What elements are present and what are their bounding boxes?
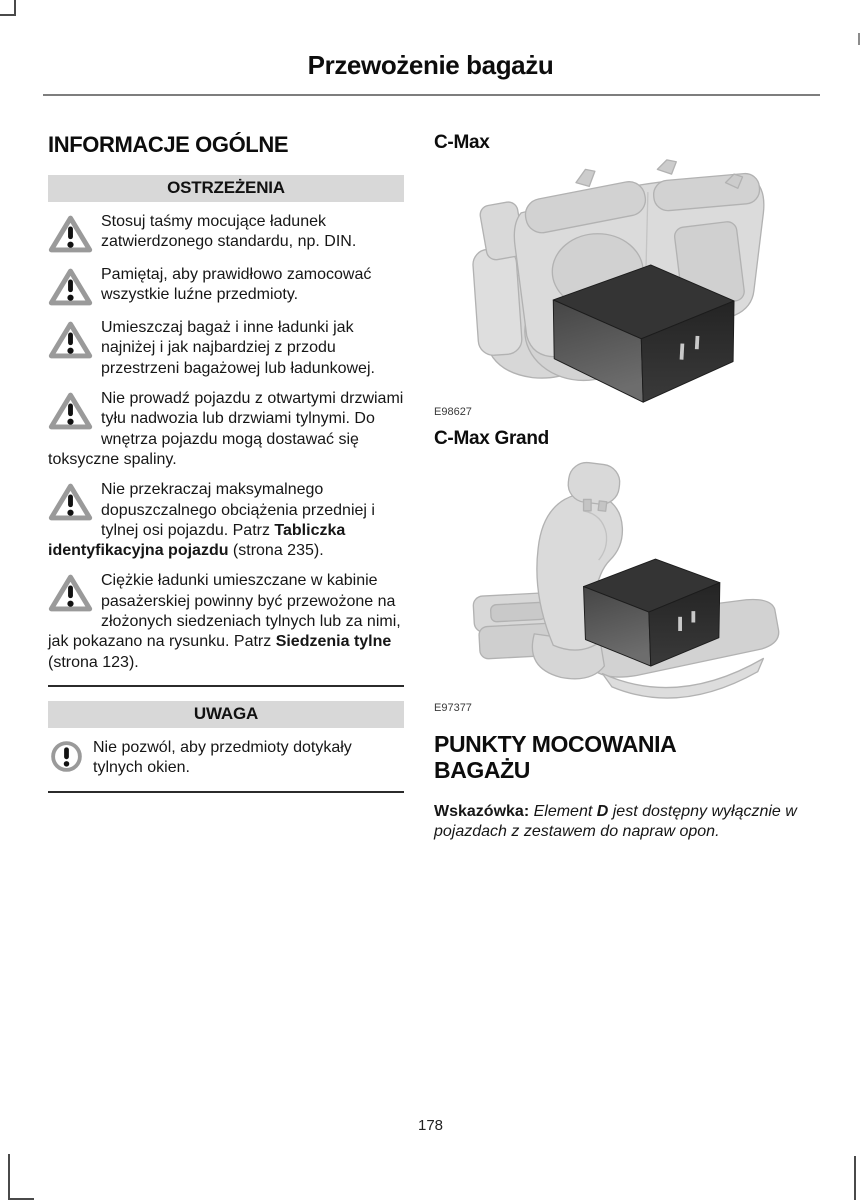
section-title-general-info: INFORMACJE OGÓLNE — [48, 132, 289, 157]
model-title-cmax: C-Max — [434, 132, 490, 153]
warning-text: Nie prowadź pojazdu z otwartymi drzwiami tyłu nadwozia lub drzwiami tylnymi. Do wnętrza pojazdu mogą dostawać się toksyczne spaliny. — [48, 389, 404, 468]
note-text: Nie pozwól, aby przedmioty dotykały tylnych okien. — [93, 739, 352, 777]
cmax-illustration — [434, 158, 823, 406]
warning-text: Nie przekraczaj maksymalnego dopuszczalnego obciążenia przedniej i tylnej osi pojazdu. Patrz Tabliczka identyfikacyjna pojazdu (strona 235). — [48, 481, 375, 560]
section-title-anchor-points: PUNKTY MOCOWANIA BAGAŻU — [434, 731, 676, 783]
warning-item — [48, 470, 404, 561]
warning-triangle-icon — [48, 482, 93, 522]
warnings-end-rule — [48, 685, 404, 687]
warning-triangle-icon — [48, 573, 93, 613]
hint-note: Wskazówka: Element D jest dostępny wyłącznie w pojazdach z zestawem do napraw opon. — [434, 802, 797, 841]
warning-text: Pamiętaj, aby prawidłowo zamocować wszystkie luźne przedmioty. — [101, 266, 372, 304]
right-column — [434, 132, 823, 843]
warning-item — [48, 561, 404, 673]
content-columns — [0, 96, 861, 843]
cmax-grand-illustration — [434, 454, 823, 702]
warning-item — [48, 379, 404, 470]
page-number: 178 — [417, 1117, 444, 1134]
note-end-rule — [48, 791, 404, 793]
crop-mark-bottom-left — [8, 1154, 34, 1200]
warning-triangle-icon — [48, 267, 93, 307]
warning-item — [48, 255, 404, 308]
warnings-title-bar: OSTRZEŻENIA — [48, 175, 404, 202]
page-title: Przewożenie bagażu — [307, 50, 554, 80]
warning-text: Ciężkie ładunki umieszczane w kabinie pasażerskiej powinny być przewożone na złożonych siedzeniach tylnych lub za nimi, jak pokazano na rysunku. Patrz Siedzenia tylne (strona 123). — [48, 572, 401, 671]
warning-text: Umieszczaj bagaż i inne ładunki jak najniżej i jak najbardziej z przodu przestrzeni bagażowej lub ładunkowej. — [101, 319, 375, 377]
note-circle-exclamation-icon — [50, 740, 83, 773]
seat-and-cargo-box-graphic — [434, 454, 823, 702]
crop-mark-top-left — [0, 0, 16, 16]
warning-triangle-icon — [48, 391, 93, 431]
figure-label-e98627: E98627 — [434, 406, 472, 418]
figure-label-e97377: E97377 — [434, 702, 472, 714]
warning-item — [48, 308, 404, 379]
warning-item — [48, 202, 404, 255]
note-item — [48, 728, 404, 779]
note-title-bar: UWAGA — [48, 701, 404, 728]
folded-seats-with-cargo-box-graphic — [434, 158, 823, 406]
warning-text: Stosuj taśmy mocujące ładunek zatwierdzonego standardu, np. DIN. — [101, 213, 357, 251]
crop-mark-top-right — [858, 33, 860, 45]
warning-triangle-icon — [48, 214, 93, 254]
crop-mark-bottom-right — [854, 1156, 856, 1200]
left-column — [48, 132, 404, 793]
model-title-cmax-grand: C-Max Grand — [434, 428, 549, 449]
hint-label: Wskazówka: — [434, 802, 530, 820]
warning-triangle-icon — [48, 320, 93, 360]
